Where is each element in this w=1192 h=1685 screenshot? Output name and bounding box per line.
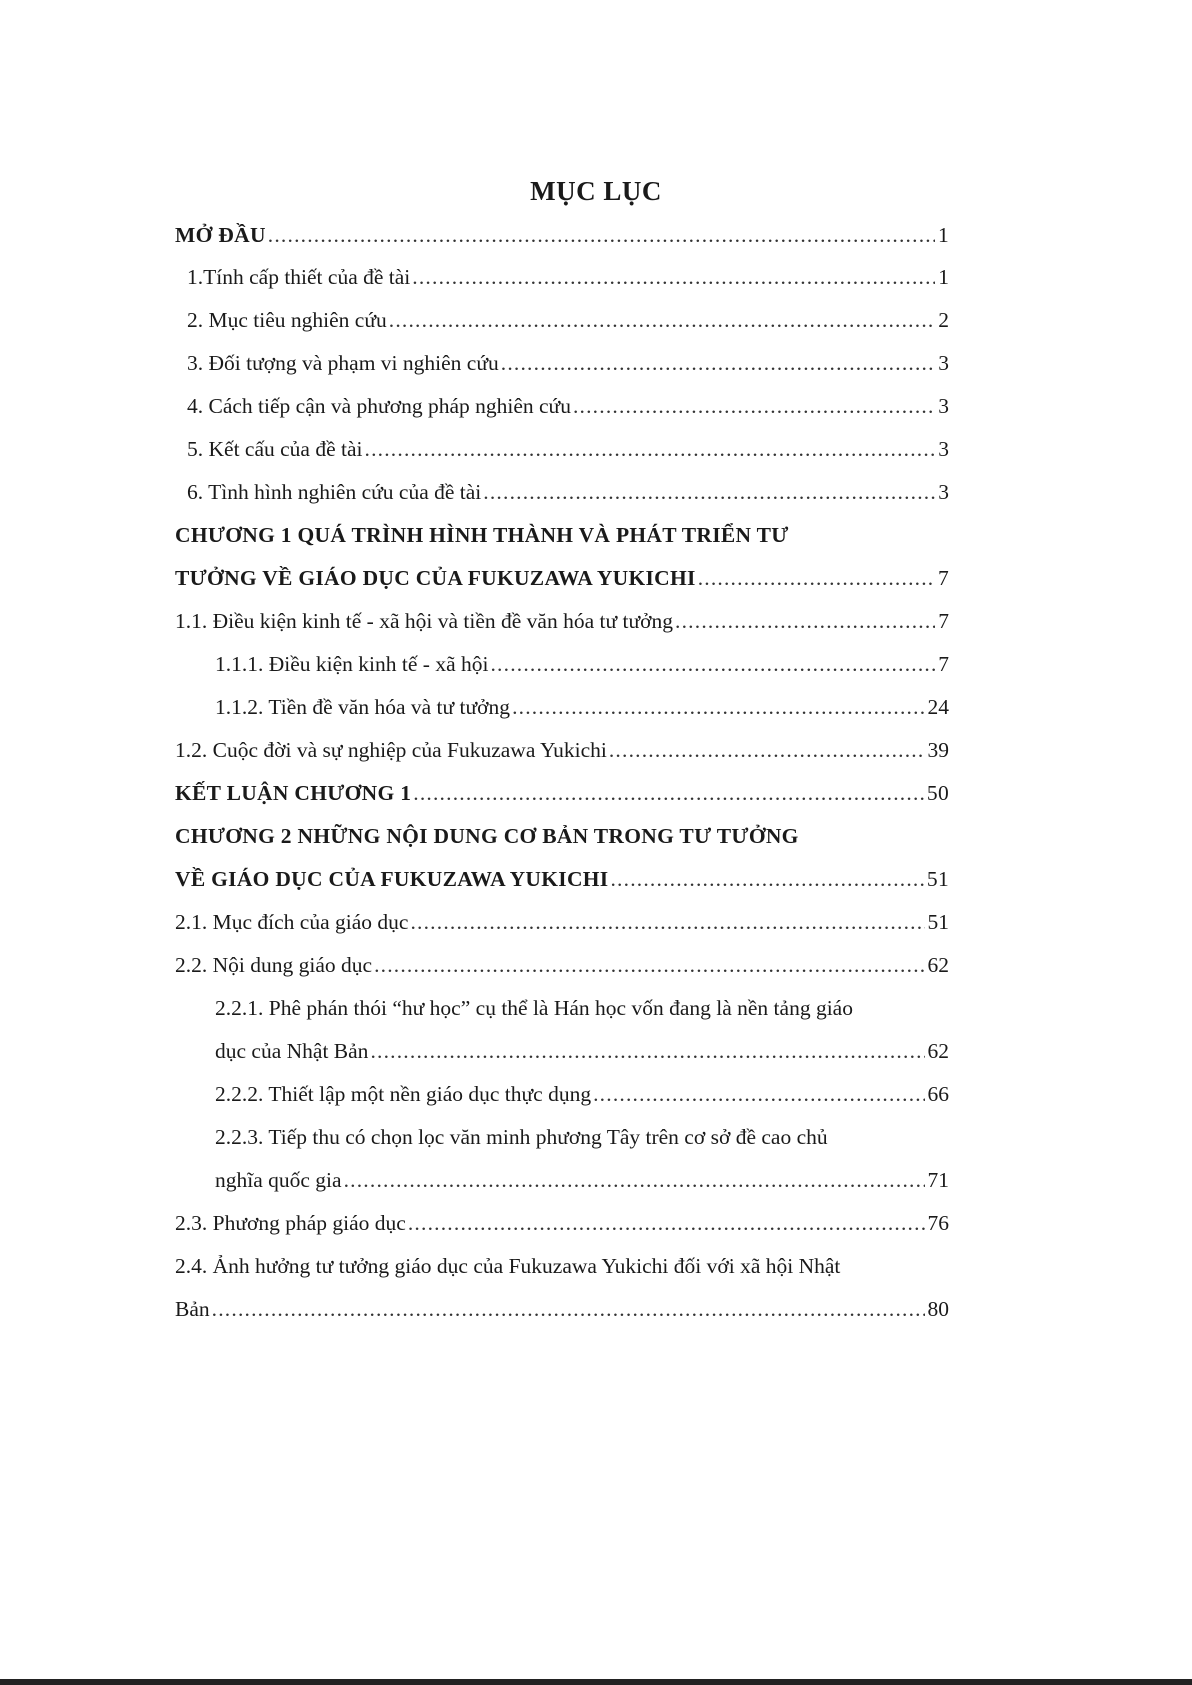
toc-entry-text: 2.4. Ảnh hưởng tư tưởng giáo dục của Fukuzawa Yukichi đối với xã hội Nhật <box>175 1254 841 1278</box>
toc-entry-2-2-2[interactable] <box>215 1079 949 1109</box>
toc-chapter-2[interactable] <box>175 864 949 894</box>
toc-title: MỤC LỤC <box>530 176 662 206</box>
toc-entry-text: 2.2.3. Tiếp thu có chọn lọc văn minh phương Tây trên cơ sở đề cao chủ <box>215 1125 828 1149</box>
leader-dots <box>675 606 935 636</box>
toc-entry-2-4-line1[interactable] <box>175 1251 949 1281</box>
toc-page-number: 7 <box>938 609 949 633</box>
leader-dots <box>610 864 923 894</box>
leader-dots <box>389 305 936 335</box>
toc-page-number: 66 <box>927 1082 949 1106</box>
toc-page-number: 71 <box>927 1168 949 1192</box>
toc-entry-text: MỞ ĐẦU <box>175 223 266 247</box>
leader-dots <box>698 563 935 593</box>
toc-page-number: 3 <box>938 437 949 461</box>
toc-entry-2-2-3-line1[interactable] <box>215 1122 949 1152</box>
toc-entry-2-1[interactable] <box>175 907 949 937</box>
toc-page-number: 2 <box>938 308 949 332</box>
toc-page-number: 62 <box>927 953 949 977</box>
toc-page-number: 1 <box>937 223 949 247</box>
leader-dots <box>370 1036 924 1066</box>
toc-chapter-1-line1[interactable] <box>175 520 949 550</box>
toc-entry-2-4[interactable] <box>175 1294 949 1324</box>
toc-entry-text: Bản <box>175 1297 210 1321</box>
toc-entry-text: 2.3. Phương pháp giáo dục <box>175 1211 406 1235</box>
leader-dots <box>609 735 925 765</box>
leader-dots <box>501 348 936 378</box>
toc-entry-2-3[interactable] <box>175 1208 949 1238</box>
toc-entry-1-1[interactable] <box>175 606 949 636</box>
toc-entry-text: dục của Nhật Bản <box>215 1039 369 1063</box>
leader-dots <box>483 477 935 507</box>
toc-page-number: 62 <box>927 1039 949 1063</box>
toc-entry-1-1-2[interactable] <box>215 692 949 722</box>
leader-dots <box>512 692 924 722</box>
leader-dots <box>410 907 924 937</box>
leader-dots <box>344 1165 925 1195</box>
toc-page-number: 3 <box>938 480 949 504</box>
toc-page-number: 51 <box>927 910 949 934</box>
leader-dots <box>365 434 936 464</box>
toc-entry-3[interactable] <box>187 348 949 378</box>
toc-chapter-2-line1[interactable] <box>175 821 949 851</box>
toc-entry-2-2[interactable] <box>175 950 949 980</box>
toc-entry-mo-dau[interactable] <box>175 220 949 250</box>
toc-page-number: 24 <box>927 695 949 719</box>
toc-entry-text: 1.1.2. Tiền đề văn hóa và tư tưởng <box>215 695 511 719</box>
toc-entry-text: CHƯƠNG 1 QUÁ TRÌNH HÌNH THÀNH VÀ PHÁT TRIỂN TƯ <box>175 523 789 547</box>
toc-entry-2-2-1-line1[interactable] <box>215 993 949 1023</box>
toc-entry-text: 1.2. Cuộc đời và sự nghiệp của Fukuzawa Yukichi <box>175 738 607 762</box>
toc-ket-luan-chuong-1[interactable] <box>175 778 949 808</box>
toc-entry-text: KẾT LUẬN CHƯƠNG 1 <box>175 781 412 805</box>
toc-page-number: 3 <box>938 394 949 418</box>
toc-entry-text: 2.1. Mục đích của giáo dục <box>175 910 409 934</box>
toc-page-number: 76 <box>927 1211 949 1235</box>
leader-dots <box>412 262 935 292</box>
toc-page-number: 80 <box>927 1297 949 1321</box>
toc-page-number: 1 <box>938 265 949 289</box>
toc-entry-1-2[interactable] <box>175 735 949 765</box>
leader-dots <box>490 649 935 679</box>
leader-dots <box>413 778 924 808</box>
toc-entry-text: CHƯƠNG 2 NHỮNG NỘI DUNG CƠ BẢN TRONG TƯ TƯỞNG <box>175 824 799 848</box>
toc-page-number: 39 <box>927 738 949 762</box>
toc-entry-text: 6. Tình hình nghiên cứu của đề tài <box>187 480 482 504</box>
leader-dots <box>374 950 924 980</box>
toc-page-number: 51 <box>926 867 949 891</box>
toc-entry-5[interactable] <box>187 434 949 464</box>
toc-entry-text: 4. Cách tiếp cận và phương pháp nghiên cứu <box>187 394 571 418</box>
toc-entry-text: nghĩa quốc gia <box>215 1168 342 1192</box>
toc-entry-text: 1.1.1. Điều kiện kinh tế - xã hội <box>215 652 489 676</box>
toc-entry-6[interactable] <box>187 477 949 507</box>
toc-entry-1-1-1[interactable] <box>215 649 949 679</box>
toc-entry-text: 2.2.2. Thiết lập một nền giáo dục thực dụng <box>215 1082 592 1106</box>
toc-entry-text: 3. Đối tượng và phạm vi nghiên cứu <box>187 351 499 375</box>
toc-chapter-1[interactable] <box>175 563 949 593</box>
toc-entry-text: 5. Kết cấu của đề tài <box>187 437 363 461</box>
toc-entry-2[interactable] <box>187 305 949 335</box>
toc-entry-text: 2.2. Nội dung giáo dục <box>175 953 373 977</box>
toc-page-number: 3 <box>938 351 949 375</box>
toc-entry-text: 1.1. Điều kiện kinh tế - xã hội và tiền đề văn hóa tư tưởng <box>175 609 674 633</box>
toc-entry-2-2-1[interactable] <box>215 1036 949 1066</box>
leader-dots <box>408 1208 925 1238</box>
toc-page-number: 7 <box>938 652 949 676</box>
toc-entry-text: VỀ GIÁO DỤC CỦA FUKUZAWA YUKICHI <box>175 867 609 891</box>
toc-entry-text: 2. Mục tiêu nghiên cứu <box>187 308 387 332</box>
toc-entry-text: 1.Tính cấp thiết của đề tài <box>187 265 411 289</box>
leader-dots <box>212 1294 925 1324</box>
toc-page-number: 50 <box>926 781 949 805</box>
leader-dots <box>593 1079 924 1109</box>
toc-entry-4[interactable] <box>187 391 949 421</box>
toc-entry-1[interactable] <box>187 262 949 292</box>
leader-dots <box>268 220 935 250</box>
toc-entry-2-2-3[interactable] <box>215 1165 949 1195</box>
toc-entry-text: TƯỞNG VỀ GIÁO DỤC CỦA FUKUZAWA YUKICHI <box>175 566 696 590</box>
toc-page-number: 7 <box>937 566 949 590</box>
toc-entry-text: 2.2.1. Phê phán thói “hư học” cụ thể là Hán học vốn đang là nền tảng giáo <box>215 996 853 1020</box>
leader-dots <box>573 391 935 421</box>
page-bottom-border <box>0 1679 1192 1685</box>
